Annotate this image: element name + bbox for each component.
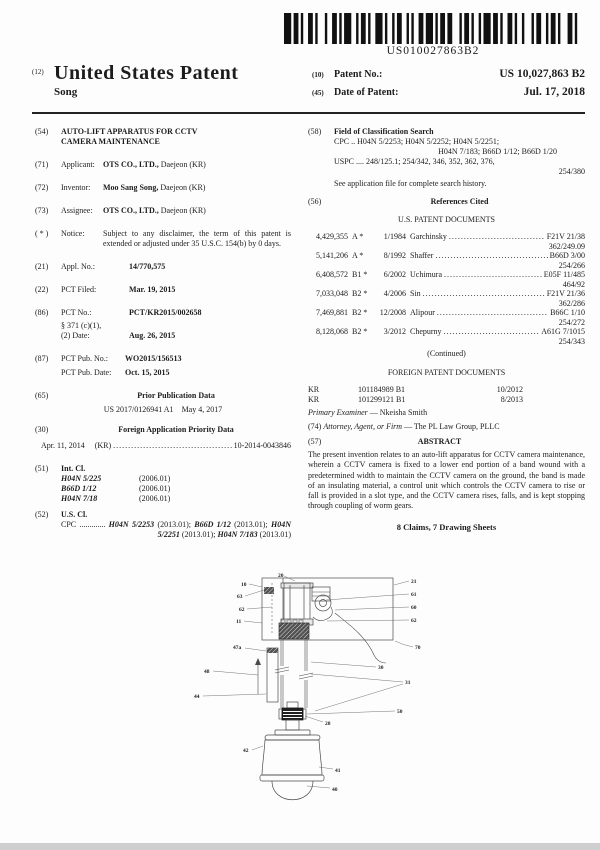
svg-text:70: 70 [415, 645, 421, 651]
field-56-references: (56) References Cited U.S. PATENT DOCUMENTS 4,429,355 A * 1/1984 Garchinsky ..... F21V 21/38 362/249.09 5,141,206 A * 8/1992 Shaffer ..... B66D 3/00 254/266 6,408,572 B1 * 6/2002 Uchimura ..... E05F 11/485 464/92 7,033,048 B2 * 4/2006 Sin ..... F21V 21/36 362/286 7,469,881 B2 * 12/2008 Alipour ..... B66C 1/10 254/272 8,128,068 B2 * 3/2012 Chepurny ..... A61G 7/1015 254/343 (Continued) FOREIGN PATENT DOCUMENTS KR 101184989 B1 10/2012 KR 101299121 B1 8/2013 Primary Examiner — Nkeisha Smith (74) Attorney, Agent, or Firm — The PL Law Group, PLLC [308, 197, 585, 432]
band-detail [267, 648, 278, 702]
svg-text:50: 50 [397, 709, 403, 715]
attorney: (74) Attorney, Agent, or Firm — The PL Law Group, PLLC [308, 422, 500, 431]
svg-text:62: 62 [411, 618, 417, 624]
continued-note: (Continued) [427, 349, 466, 358]
svg-text:44: 44 [194, 694, 200, 700]
field-73-assignee: (73) Assignee: OTS CO., LTD., Daejeon (KR) [35, 206, 206, 215]
prior-pub-heading: Prior Publication Data [137, 391, 215, 400]
lift-band [275, 640, 313, 708]
field-22-pct-filed: (22) PCT Filed: Mar. 19, 2015 [35, 285, 176, 294]
svg-text:63: 63 [237, 594, 243, 600]
camera-neck [286, 720, 299, 730]
foreign-patents-heading: FOREIGN PATENT DOCUMENTS [387, 368, 506, 377]
svg-text:42: 42 [243, 748, 249, 754]
field-87-pct-pub: (87) PCT Pub. No.: WO2015/156513 PCT Pub. Date: Oct. 15, 2015 [35, 354, 182, 377]
foreign-patent-row: KR 101299121 B1 8/2013 [308, 394, 523, 404]
svg-text:40: 40 [332, 787, 338, 793]
date-value: Jul. 17, 2018 [523, 86, 585, 98]
priority-country: (KR) [94, 441, 112, 450]
patent-no-label: Patent No.: [334, 69, 383, 80]
field-21-appl-no: (21) Appl. No.: 14/770,575 [35, 262, 166, 271]
svg-text:41: 41 [335, 768, 341, 774]
abstract-text: The present invention relates to an auto-lift apparatus for CCTV camera maintenance, wherein a CCTV camera is fixed to a lower end portion of a band wound with a predetermined width to maintain the CCTV camera on the ground, the band is made of an insulating material, a control unit which controls the CCTV camera to rise or fall is provided in a slot type, and the CCTV camera rises, falls, and is kept stopping through coupling of worm gears. [308, 450, 585, 511]
svg-text:62: 62 [239, 607, 245, 613]
svg-text:10: 10 [241, 582, 247, 588]
claims-line: 8 Claims, 7 Drawing Sheets [396, 521, 497, 532]
band-connector [287, 702, 298, 708]
motor-top-flange [281, 583, 313, 588]
dotted-leader [113, 441, 232, 451]
barcode-number: US010027863B2 [386, 45, 480, 57]
priority-date: Apr. 11, 2014 [41, 441, 85, 450]
field-65-prior-pub: (65) Prior Publication Data US 2017/0126941 A1 May 4, 2017 [35, 391, 291, 415]
field-86-pct-no: (86) PCT No.: PCT/KR2015/002658 § 371 (c)(1), (2) Date: Aug. 26, 2015 [35, 308, 202, 340]
prior-pub-date: May 4, 2017 [181, 405, 223, 414]
field-30-foreign-priority: (30) Foreign Application Priority Data Apr. 11, 2014 (KR) ..... 10-2014-0043846 [35, 425, 291, 451]
cpc-classification: CPC ............. H04N 5/2253 (2013.01); B66D 1/12 (2013.01); H04N 5/2251 (2013.01); H04N 7/183 (2013.01) [61, 520, 291, 539]
us-patent-row: 5,141,206 A * 8/1992 Shaffer ..... B66D 3/00 254/266 [308, 251, 585, 270]
svg-text:28: 28 [325, 721, 331, 727]
header-rule [32, 112, 585, 114]
us-patents-heading: U.S. PATENT DOCUMENTS [398, 215, 495, 224]
us-patent-row: 8,128,068 B2 * 3/2012 Chepurny ..... A61G 7/1015 254/343 [308, 327, 585, 346]
up-arrow [255, 658, 261, 665]
abstract-heading: ABSTRACT [417, 437, 462, 446]
band-guide-block [264, 587, 274, 594]
prior-pub-number: US 2017/0126941 A1 [103, 405, 174, 414]
right-column [308, 127, 585, 532]
foreign-priority-heading: Foreign Application Priority Data [118, 425, 234, 434]
header-right [312, 68, 585, 104]
band-spool [279, 623, 309, 639]
patent-drawing [175, 563, 435, 848]
inventor-surname: Song [54, 86, 78, 98]
svg-text:31: 31 [405, 680, 411, 686]
patent-no-value: US 10,027,863 B2 [499, 68, 585, 80]
barcode-block [284, 13, 582, 59]
svg-text:47a: 47a [233, 645, 242, 651]
us-patent-row: 6,408,572 B1 * 6/2002 Uchimura ..... E05F 11/485 464/92 [308, 270, 585, 289]
field-72-inventor: (72) Inventor: Moo Sang Song, Daejeon (KR) [35, 183, 206, 192]
svg-text:48: 48 [204, 669, 210, 675]
field-71-applicant: (71) Applicant: OTS CO., LTD., Daejeon (KR) [35, 160, 206, 169]
field-54-title: (54) AUTO-LIFT APPARATUS FOR CCTV CAMERA MAINTENANCE [35, 127, 198, 146]
camera-rim [260, 775, 324, 781]
field-51-int-cl: (51) Int. Cl. H04N 5/225 (2006.01) B66D 1/12 (2006.01) H04N 7/18 (2006.01) [35, 464, 171, 503]
us-patent-row: 4,429,355 A * 1/1984 Garchinsky ..... F21V 21/38 362/249.09 [308, 232, 585, 251]
camera-top-plate [275, 730, 310, 735]
svg-text:20: 20 [278, 573, 284, 579]
priority-number: 10-2014-0043846 [233, 441, 291, 450]
field-57-abstract: (57) ABSTRACT The present invention relates to an auto-lift apparatus for CCTV camera maintenance, wherein a CCTV camera is fixed to a lower end portion of a band wound with a predetermined width to maintain the CCTV camera on the ground, the band is made of an insulating material, a control unit which controls the CCTV camera to rise or fall is provided in a slot type, and the CCTV camera rises, falls, and is kept stopping through coupling of worm gears. 8 Claims, 7 Drawing Sheets [308, 437, 585, 532]
camera-bell-housing [262, 740, 322, 775]
figure-reference-numerals [194, 573, 421, 793]
references-heading: References Cited [430, 197, 489, 206]
us-patent-row: 7,033,048 B2 * 4/2006 Sin ..... F21V 21/36 362/286 [308, 289, 585, 308]
foreign-patent-row: KR 101184989 B1 10/2012 [308, 385, 523, 394]
worm-gear [315, 595, 331, 611]
primary-examiner: Primary Examiner — Nkeisha Smith [308, 408, 428, 417]
svg-text:30: 30 [378, 665, 384, 671]
camera-dome [272, 781, 313, 800]
gear-box [312, 587, 330, 601]
svg-text:61: 61 [411, 592, 417, 598]
svg-text:11: 11 [236, 619, 242, 625]
page-title: United States Patent [54, 62, 239, 84]
date-code: (45) [312, 89, 324, 97]
svg-text:60: 60 [411, 605, 417, 611]
date-label: Date of Patent: [334, 87, 399, 98]
field-58-classification-search: (58) Field of Classification Search CPC .. H04N 5/2253; H04N 5/2252; H04N 5/2251; H04N 7/183; B66D 1/12; B66D 1/20 USPC .... 248/125.1; 254/342, 346, 352, 362, 376, 254/380 See application file for complete search history. [308, 127, 585, 188]
page-bottom-edge [0, 843, 600, 850]
us-patent-row: 7,469,881 B2 * 12/2008 Alipour ..... B66C 1/10 254/272 [308, 308, 585, 327]
invention-title-line1: AUTO-LIFT APPARATUS FOR CCTV [61, 127, 198, 136]
svg-text:21: 21 [411, 579, 417, 585]
camera-shoulder [265, 735, 320, 740]
barcode-image [284, 13, 582, 44]
field-notice: ( * ) Notice: Subject to any disclaimer, the term of this patent is extended or adjusted under 35 U.S.C. 154(b) by 0 days. [35, 229, 291, 248]
motor-body [284, 583, 310, 621]
patent-no-code: (10) [312, 71, 324, 79]
left-column [35, 127, 291, 553]
invention-title-line2: CAMERA MAINTENANCE [61, 137, 160, 146]
field-52-us-cl: (52) U.S. Cl. CPC ............. H04N 5/2253 (2013.01); B66D 1/12 (2013.01); H04N 5/2251 (2013.01); H04N 7/183 (2013.01) [35, 510, 291, 539]
kind-code: (12) [32, 68, 44, 76]
